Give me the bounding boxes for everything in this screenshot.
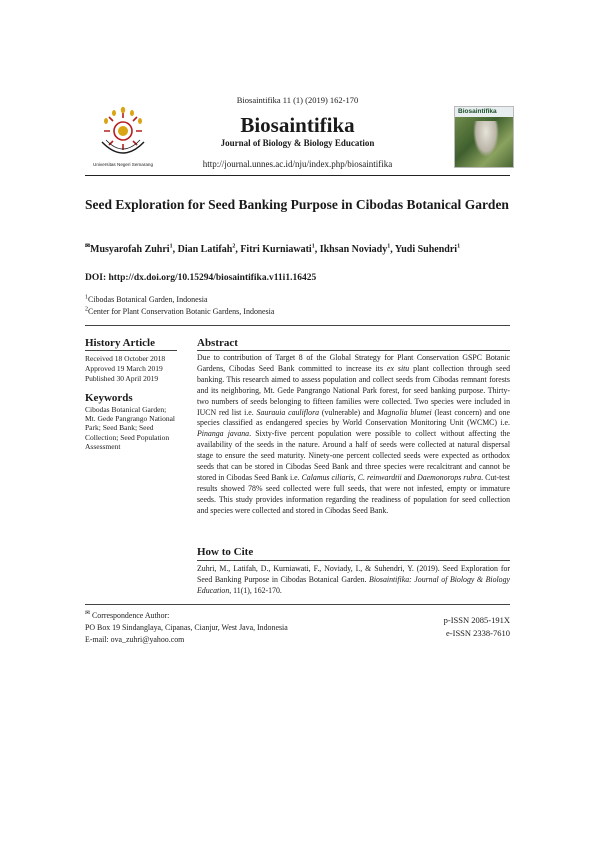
envelope-icon: ✉ [85,610,91,617]
keywords-heading: Keywords [85,392,133,404]
affiliation: $^1$Cibodas Botanical Garden, Indonesia [85,294,208,304]
author-list: ✉Musyarofah Zuhri$^1$, Dian Latifah$^2$, Fitri Kurniawati$^1$, Ikhsan Noviady$^1$, Yudi Suhendri$^1$ [85,243,461,255]
author-name: Fitri Kurniawati [240,244,312,255]
section-divider [85,325,510,326]
correspondence-block [85,610,385,646]
correspondence-email[interactable]: E-mail: ova_zuhri@yahoo.com [85,635,185,644]
history-rule [85,350,177,351]
published-date: Published 30 April 2019 [85,374,159,383]
how-to-cite-text: Zuhri, M., Latifah, D., Kurniawati, F., Noviady, I., & Suhendri, Y. (2019). Seed Exploration for Seed Banking Purpose in Cibodas Botanical Garden. Biosaintifika: Journal of Biology & Biology Education, 11(1), 162-170. [197,564,510,595]
keywords-list: Cibodas Botanical Garden; Mt. Gede Pangrango National Park; Seed Bank; Seed Collection; Seed Population Assessment [85,405,175,451]
footer-divider [85,604,510,605]
cover-title: Biosaintifika [458,108,497,115]
doi-link[interactable]: DOI: http://dx.doi.org/10.15294/biosaintifika.v11i1.16425 [85,273,317,283]
history-heading: History Article [85,337,155,349]
author-name: Ikhsan Noviady [319,244,388,255]
cite-rule [197,560,510,561]
journal-subtitle: Journal of Biology & Biology Education [220,138,375,148]
journal-url[interactable]: http://journal.unnes.ac.id/nju/index.php/biosaintifika [202,159,393,169]
abstract-body: Due to contribution of Target 8 of the Global Strategy for Plant Conservation GSPC Botanic Gardens, Cibodas Seed Bank committed to increase its ex situ plant collection through seed banking. This research aimed to assess population and collect seeds from Cibodas remnant forests and its neighboring, Mt. Gede Pangrango National Park forest, for seed banking purpose. Thirty-two numbers of seeds belonging to fifteen families were collected. Two species were included in IUCN red list i.e. Saurauia cauliflora (vulnerable) and Magnolia blumei (least concern) and one species classified as endangered species by World Conservation Monitoring Unit (WCMC) i.e. Pinanga javana. Sixty-five percent population were possible to collect without affecting the availability of the seeds in the nature. Around a half of seeds were collected at natural dispersal stage to ensure the seed maturity. Ninety-one percent collected seeds were expected as orthodox seeds that can be stored in Cibodas Seed Bank and three species were recalcitrant and cannot be stored in Cibodas Seed Bank i.e. Calamus ciliaris, C. reinwardtii and Daemonorops rubra. Cut-test results showed 78% seed collected were full seeds, that were not infested, empty or immature seeds. This study provides information regarding the readiness of population for seed collection and species were collected and stored in Cibodas Seed Bank. [197,353,511,515]
e-issn: e-ISSN 2338-7610 [446,627,510,638]
author-name: Dian Latifah [177,244,233,255]
abstract-rule [197,350,510,351]
how-to-cite-heading: How to Cite [197,546,254,558]
header-divider [85,175,510,176]
received-date: Received 18 October 2018 [85,354,166,363]
journal-citation: Biosaintifika 11 (1) (2019) 162-170 [236,95,359,105]
abstract-heading: Abstract [197,337,238,349]
correspondence-label: Correspondence Author: [92,611,170,620]
issn-block [400,614,510,639]
article-title: Seed Exploration for Seed Banking Purpose in Cibodas Botanical Garden [85,197,509,212]
svg-text:Universitas Negeri Semarang: Universitas Negeri Semarang [93,162,153,167]
author-name: Yudi Suhendri [394,244,458,255]
correspondence-address: PO Box 19 Sindanglaya, Cipanas, Cianjur, West Java, Indonesia [85,623,288,632]
affiliation: $^2$Center for Plant Conservation Botanic Gardens, Indonesia [85,306,275,316]
approved-date: Approved 19 March 2019 [85,364,163,373]
correspondence-icon: ✉ [85,243,91,250]
author-name: Musyarofah Zuhri [90,244,170,255]
journal-name: Biosaintifika [240,113,355,137]
p-issn: p-ISSN 2085-191X [443,615,510,625]
